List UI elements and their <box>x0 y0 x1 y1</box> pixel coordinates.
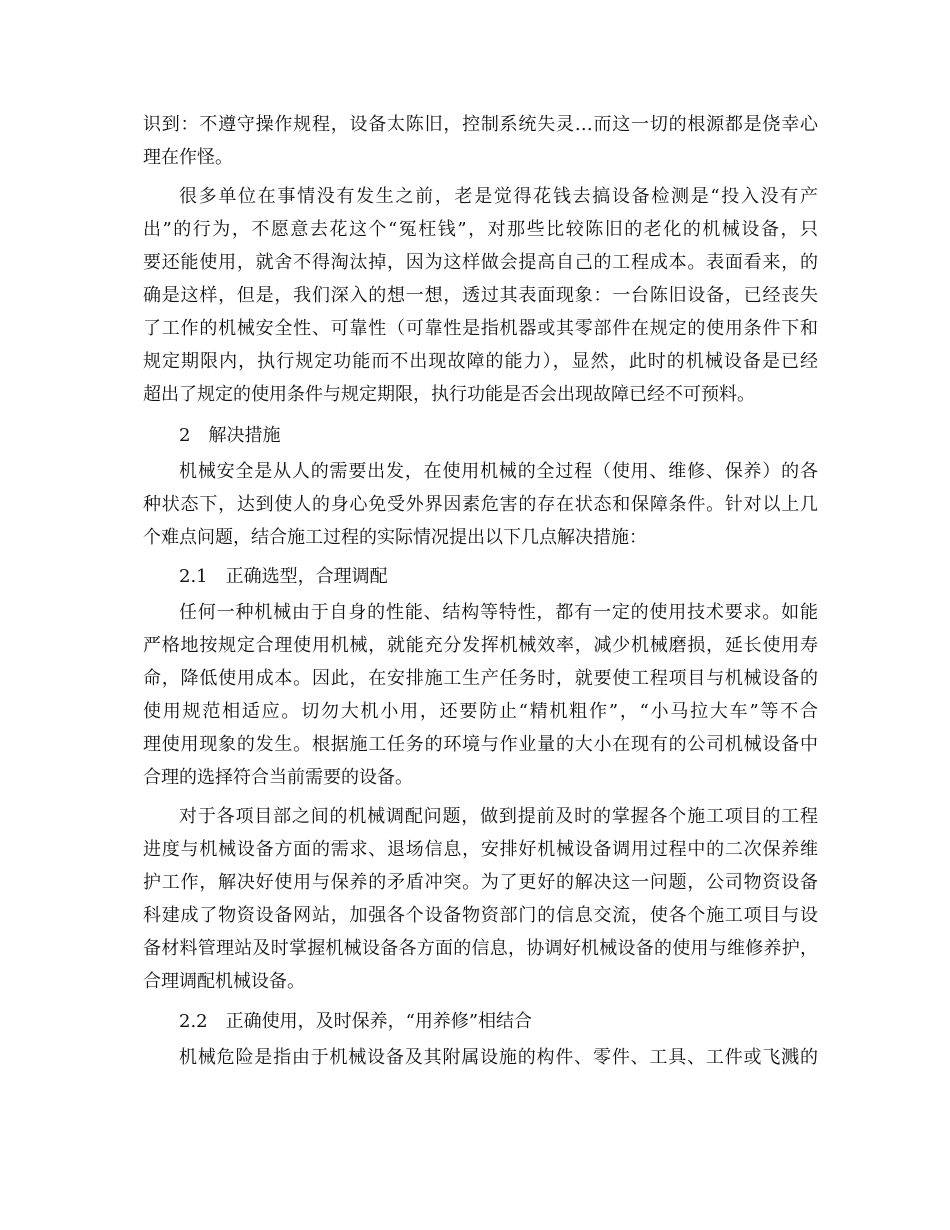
text-line: 种状态下，达到使人的身心免受外界因素危害的存在状态和保障条件。针对以上几 <box>143 494 818 515</box>
text-line: 护工作，解决好使用与保养的矛盾冲突。为了更好的解决这一问题，公司物资设备 <box>143 872 818 893</box>
text-line: 出”的行为，不愿意去花这个“冤枉钱”，对那些比较陈旧的老化的机械设备，只 <box>143 219 818 240</box>
text-line: 了工作的机械安全性、可靠性（可靠性是指机器或其零部件在规定的使用条件下和 <box>143 318 818 339</box>
text-line: 超出了规定的使用条件与规定期限，执行功能是否会出现故障已经不可预料。 <box>143 384 755 405</box>
text-line: 备材料管理站及时掌握机械设备各方面的信息，协调好机械设备的使用与维修养护， <box>143 938 818 959</box>
text-line: 进度与机械设备方面的需求、退场信息，安排好机械设备调用过程中的二次保养维 <box>143 839 818 860</box>
subsection-heading: 2.2 正确使用，及时保养，“用养修”相结合 <box>179 1011 533 1032</box>
subsection-heading: 2.1 正确选型，合理调配 <box>179 566 388 587</box>
text-line: 确是这样，但是，我们深入的想一想，透过其表面现象：一台陈旧设备，已经丧失 <box>143 285 818 306</box>
text-line: 规定期限内，执行规定功能而不出现故障的能力），显然，此时的机械设备是已经 <box>143 351 818 372</box>
text-line: 个难点问题，结合施工过程的实际情况提出以下几点解决措施： <box>143 527 647 548</box>
text-line: 合理调配机械设备。 <box>143 971 305 992</box>
text-line: 机械安全是从人的需要出发，在使用机械的全过程（使用、维修、保养）的各 <box>179 461 818 482</box>
section-heading: 2 解决措施 <box>179 425 281 446</box>
text-line: 很多单位在事情没有发生之前，老是觉得花钱去搞设备检测是“投入没有产 <box>179 186 818 207</box>
text-line: 使用规范相适应。切勿大机小用，还要防止“精机粗作”，“小马拉大车”等不合 <box>143 701 818 722</box>
text-line: 任何一种机械由于自身的性能、结构等特性，都有一定的使用技术要求。如能 <box>179 602 818 623</box>
text-line: 理在作怪。 <box>143 147 233 168</box>
text-line: 合理的选择符合当前需要的设备。 <box>143 767 413 788</box>
text-line: 要还能使用，就舍不得淘汰掉，因为这样做会提高自己的工程成本。表面看来，的 <box>143 252 818 273</box>
text-line: 识到：不遵守操作规程，设备太陈旧，控制系统失灵…而这一切的根源都是侥幸心 <box>143 114 818 135</box>
text-line: 科建成了物资设备网站，加强各个设备物资部门的信息交流，使各个施工项目与设 <box>143 905 818 926</box>
text-line: 严格地按规定合理使用机械，就能充分发挥机械效率，减少机械磨损，延长使用寿 <box>143 635 818 656</box>
text-line: 对于各项目部之间的机械调配问题，做到提前及时的掌握各个施工项目的工程 <box>179 806 818 827</box>
text-line: 理使用现象的发生。根据施工任务的环境与作业量的大小在现有的公司机械设备中 <box>143 734 818 755</box>
text-line: 机械危险是指由于机械设备及其附属设施的构件、零件、工具、工件或飞溅的 <box>179 1047 818 1068</box>
text-line: 命，降低使用成本。因此，在安排施工生产任务时，就要使工程项目与机械设备的 <box>143 668 818 689</box>
